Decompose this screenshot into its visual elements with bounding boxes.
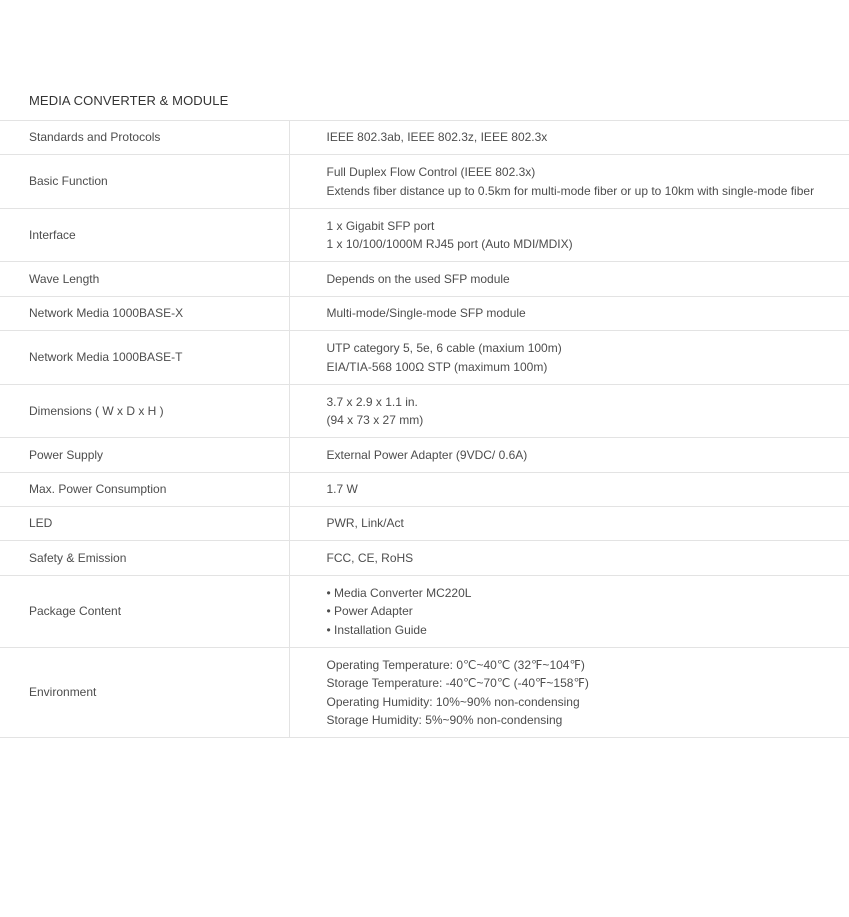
spec-label: Basic Function	[0, 155, 289, 209]
spec-value	[289, 576, 849, 648]
spec-value	[289, 121, 849, 155]
spec-row	[0, 385, 849, 438]
spec-value-line: Storage Temperature: -40℃~70℃ (-40℉~158℉)	[326, 676, 589, 690]
spec-value-line: IEEE 802.3ab, IEEE 802.3z, IEEE 802.3x	[326, 130, 548, 145]
spec-value-line: Extends fiber distance up to 0.5km for multi-mode fiber or up to 10km with single-mode fiber	[326, 183, 815, 198]
spec-row	[0, 331, 849, 385]
spec-value-line: EIA/TIA-568 100Ω STP (maximum 100m)	[326, 359, 548, 374]
spec-label: LED	[0, 507, 289, 541]
spec-row	[0, 473, 849, 507]
spec-value-line: 1 x 10/100/1000M RJ45 port (Auto MDI/MDIX)	[326, 237, 573, 251]
spec-value-line: Operating Temperature: 0℃~40℃ (32℉~104℉)	[326, 657, 585, 672]
spec-row	[0, 155, 849, 209]
spec-label: Environment	[0, 648, 289, 738]
spec-value-line: Storage Humidity: 5%~90% non-condensing	[326, 713, 563, 727]
spec-value	[289, 385, 849, 438]
spec-label: Max. Power Consumption	[0, 473, 289, 507]
spec-row	[0, 648, 849, 738]
spec-label: Dimensions ( W x D x H )	[0, 385, 289, 438]
spec-label: Network Media 1000BASE-X	[0, 297, 289, 331]
spec-label: Wave Length	[0, 262, 289, 297]
spec-label: Network Media 1000BASE-T	[0, 331, 289, 385]
spec-row	[0, 297, 849, 331]
spec-value-line: • Installation Guide	[326, 622, 427, 637]
spec-table	[0, 120, 849, 738]
spec-value	[289, 209, 849, 262]
spec-value-line: External Power Adapter (9VDC/ 0.6A)	[326, 447, 528, 462]
spec-value	[289, 262, 849, 297]
spec-value-line: FCC, CE, RoHS	[326, 550, 414, 565]
spec-value	[289, 473, 849, 507]
spec-value-line: 1 x Gigabit SFP port	[326, 218, 435, 233]
spec-value-line: PWR, Link/Act	[326, 516, 404, 531]
spec-row	[0, 262, 849, 297]
spec-value-line: Operating Humidity: 10%~90% non-condensing	[326, 694, 580, 709]
section-title: MEDIA CONVERTER & MODULE	[29, 93, 229, 108]
spec-row	[0, 507, 849, 541]
spec-value-line: Depends on the used SFP module	[326, 271, 510, 286]
spec-value-line: • Power Adapter	[326, 604, 413, 619]
spec-value	[289, 541, 849, 576]
spec-value	[289, 648, 849, 738]
spec-value-line: • Media Converter MC220L	[326, 585, 472, 600]
spec-value-line: Full Duplex Flow Control (IEEE 802.3x)	[326, 165, 536, 179]
spec-label: Power Supply	[0, 438, 289, 473]
spec-value	[289, 155, 849, 209]
spec-label: Package Content	[0, 576, 289, 648]
spec-row	[0, 209, 849, 262]
spec-row	[0, 438, 849, 473]
spec-label: Interface	[0, 209, 289, 262]
spec-row	[0, 541, 849, 576]
spec-label: Standards and Protocols	[0, 121, 289, 155]
spec-row	[0, 121, 849, 155]
spec-row	[0, 576, 849, 648]
spec-value	[289, 297, 849, 331]
spec-value-line: 1.7 W	[326, 482, 358, 497]
spec-value	[289, 331, 849, 385]
spec-label: Safety & Emission	[0, 541, 289, 576]
spec-value-line: (94 x 73 x 27 mm)	[326, 413, 424, 427]
spec-value	[289, 507, 849, 541]
spec-table-body	[0, 121, 849, 738]
spec-value-line: UTP category 5, 5e, 6 cable (maxium 100m)	[326, 341, 562, 355]
spec-value-line: 3.7 x 2.9 x 1.1 in.	[326, 394, 418, 409]
spec-value-line: Multi-mode/Single-mode SFP module	[326, 306, 526, 321]
spec-value	[289, 438, 849, 473]
